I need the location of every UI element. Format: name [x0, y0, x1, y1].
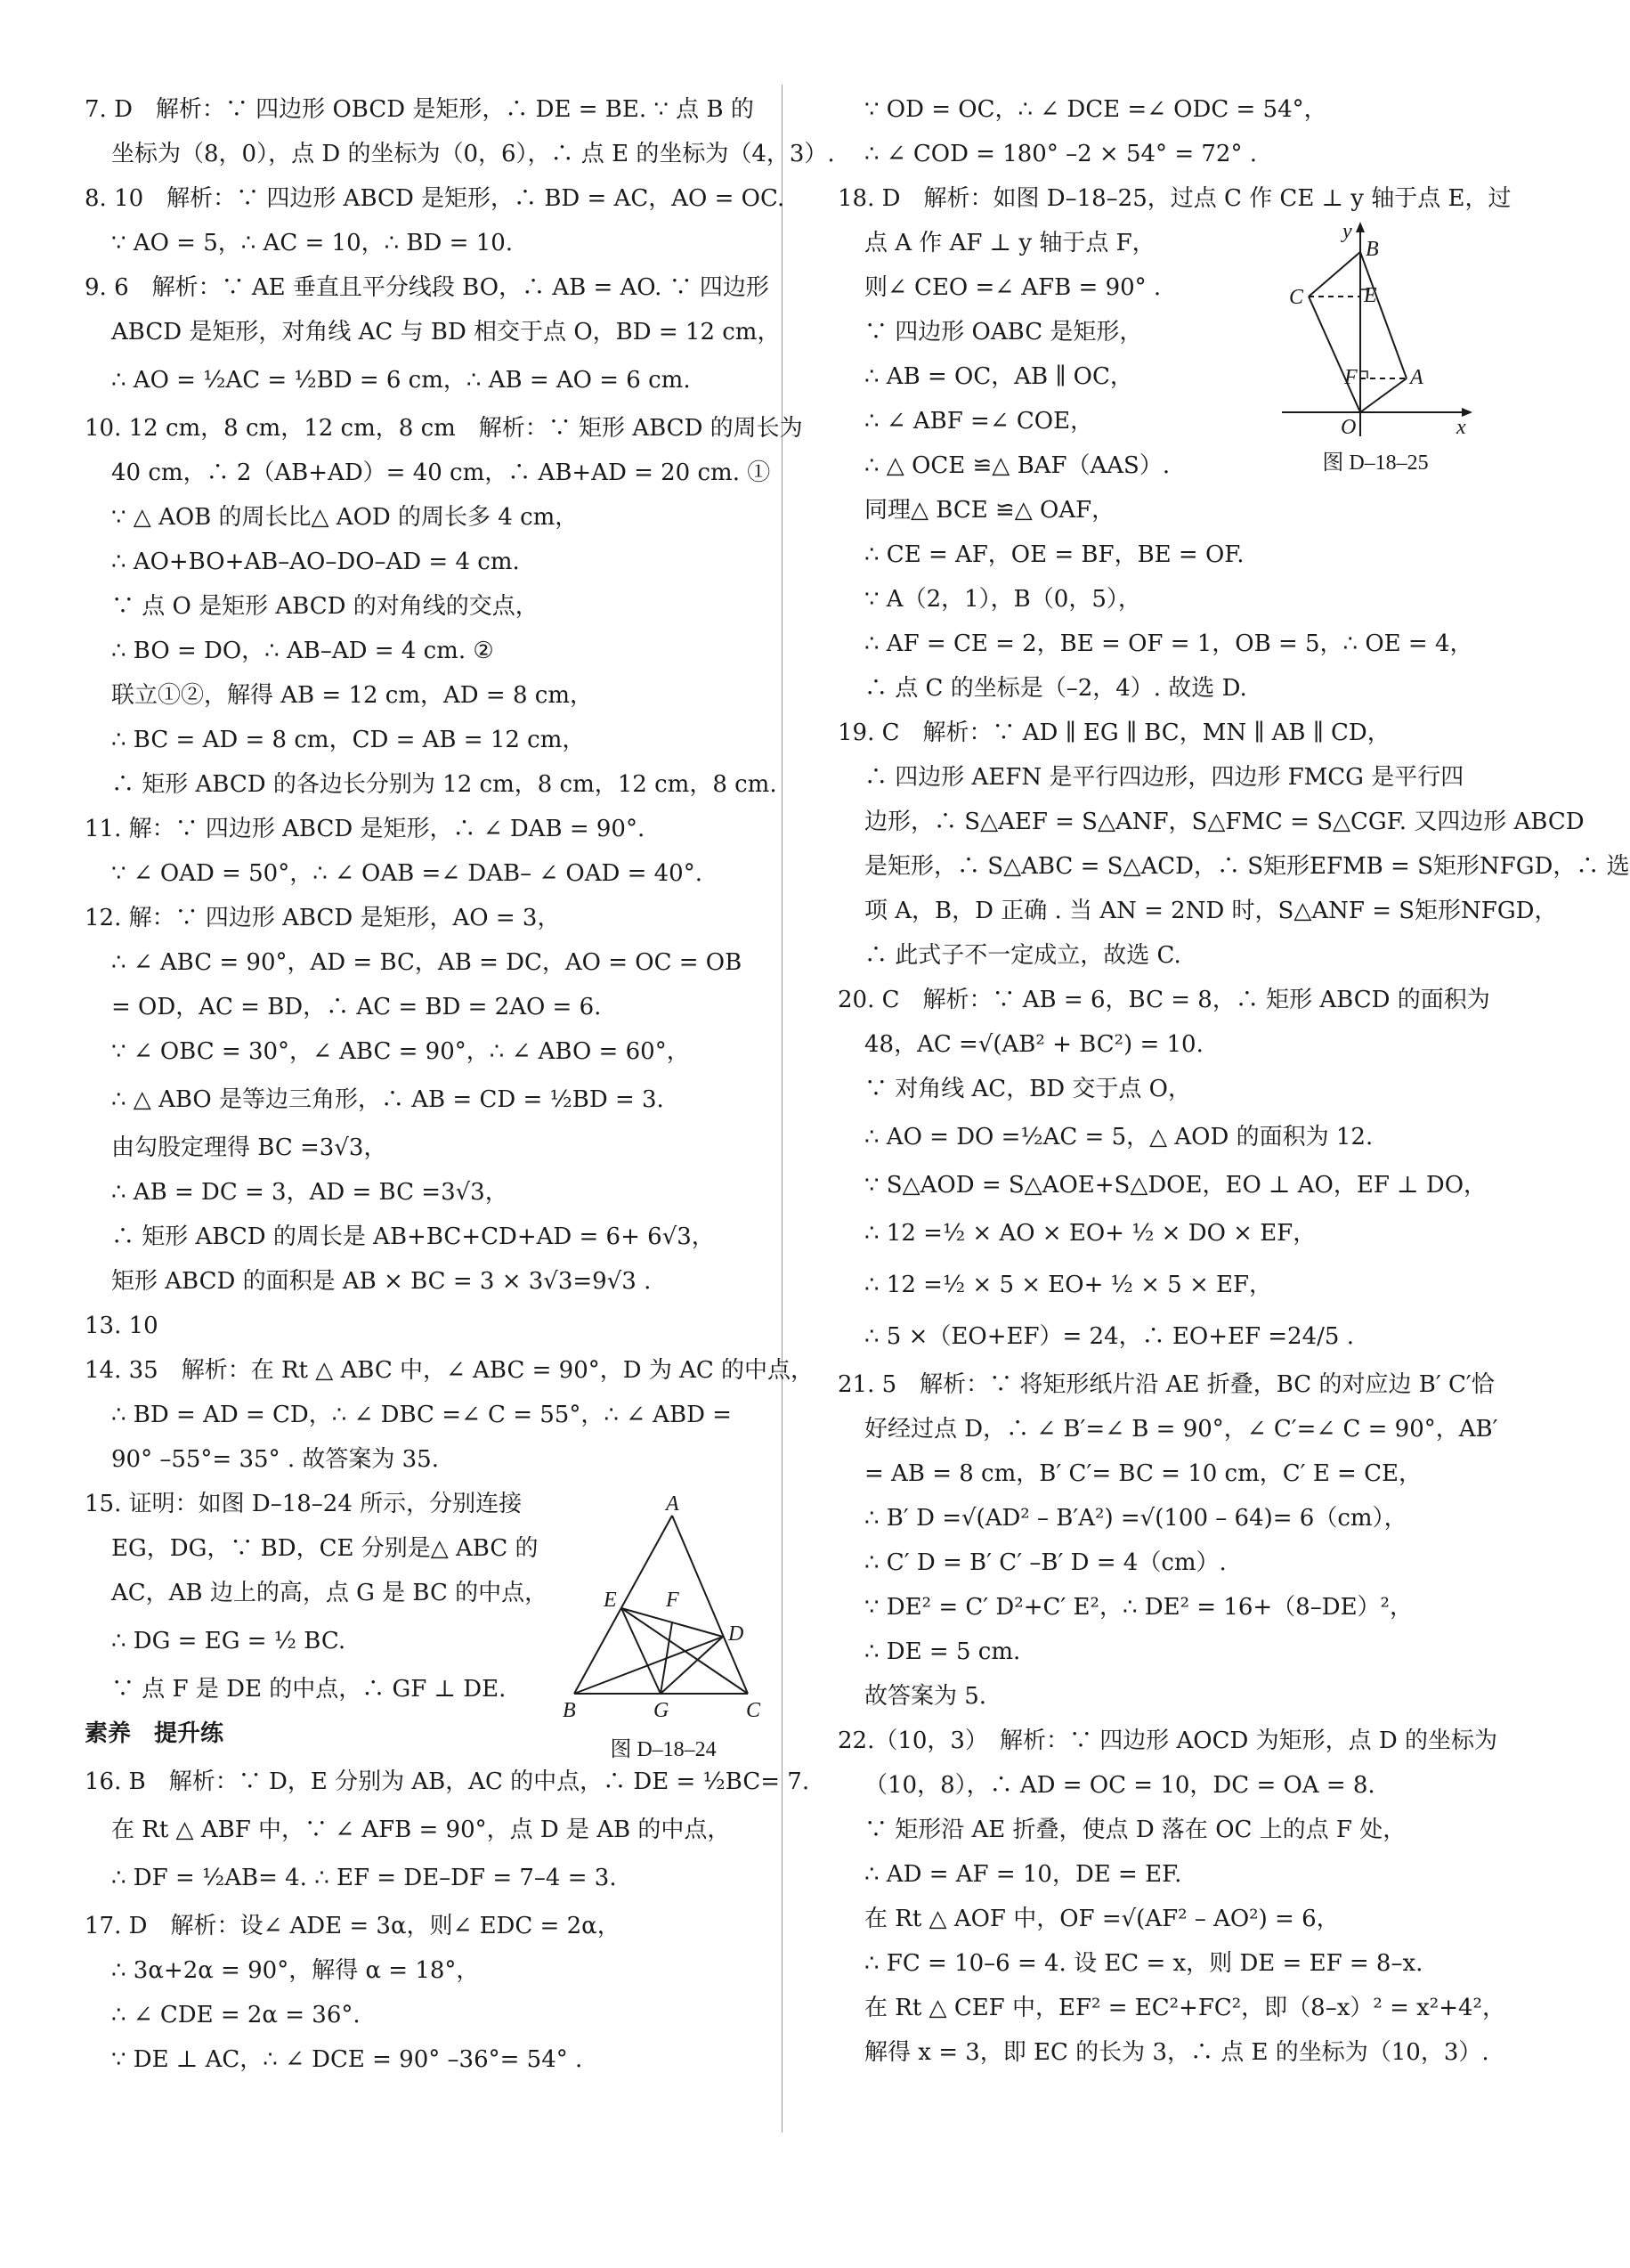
- text-line: 则∠ CEO =∠ AFB = 90° .: [864, 274, 1162, 301]
- text-line: ABCD 是矩形，对角线 AC 与 BD 相交于点 O，BD = 12 cm，: [111, 319, 781, 345]
- text-line: 在 Rt △ AOF 中，OF =√(AF² – AO²) = 6，: [864, 1906, 1340, 1932]
- text-line: 48，AC =√(AB² + BC²) = 10.: [864, 1031, 1204, 1058]
- text-line: 21. 5 解析：∵ 将矩形纸片沿 AE 折叠，BC 的对应边 B′ C′恰: [838, 1371, 1495, 1398]
- text-line: 9. 6 解析：∵ AE 垂直且平分线段 BO，∴ AB = AO. ∵ 四边形: [85, 274, 769, 301]
- text-line: ∴ AB = DC = 3，AD = BC =3√3，: [111, 1179, 508, 1206]
- left-column: [85, 87, 835, 2082]
- text-line: 19. C 解析：∵ AD ∥ EG ∥ BC，MN ∥ AB ∥ CD，: [838, 719, 1391, 746]
- text-line: 是矩形，∴ S△ABC = S△ACD，∴ S矩形EFMB = S矩形NFGD，∴ 选: [864, 853, 1630, 880]
- text-line: ∵ ∠ OAD = 50°，∴ ∠ OAB =∠ DAB– ∠ OAD = 40°.: [111, 860, 702, 887]
- text-line: 点 A 作 AF ⊥ y 轴于点 F，: [864, 230, 1156, 256]
- text-line: ∴ 四边形 AEFN 是平行四边形，四边形 FMCG 是平行四: [864, 764, 1464, 791]
- text-line: 在 Rt △ ABF 中，∵ ∠ AFB = 90°，点 D 是 AB 的中点，: [111, 1817, 731, 1843]
- text-line: 10. 12 cm，8 cm，12 cm，8 cm 解析：∵ 矩形 ABCD 的周长为: [85, 415, 803, 442]
- label-y: y: [1342, 220, 1352, 243]
- text-line: 在 Rt △ CEF 中，EF² = EC²+FC²，即（8–x）² = x²+4²，: [864, 1995, 1505, 2021]
- text-line: ∴ ∠ ABC = 90°，AD = BC，AB = DC，AO = OC = OB: [111, 949, 742, 976]
- text-line: ∵ S△AOD = S△AOE+S△DOE，EO ⊥ AO，EF ⊥ DO，: [864, 1172, 1488, 1199]
- text-line: ∴ BC = AD = 8 cm，CD = AB = 12 cm，: [111, 727, 586, 753]
- figure-d-18-24: [561, 1492, 766, 1763]
- text-line: ∴ △ ABO 是等边三角形，∴ AB = CD = ½BD = 3.: [111, 1086, 664, 1113]
- text-line: ∴ AF = CE = 2，BE = OF = 1，OB = 5，∴ OE = 4，: [864, 630, 1473, 657]
- text-line: ∴ 点 C 的坐标是（–2，4）. 故选 D.: [864, 675, 1247, 702]
- text-line: ∵ △ AOB 的周长比△ AOD 的周长多 4 cm，: [111, 504, 579, 531]
- text-line: ∵ AO = 5，∴ AC = 10，∴ BD = 10.: [111, 230, 514, 256]
- label-d: D: [728, 1622, 744, 1646]
- text-line: ∴ AD = AF = 10，DE = EF.: [864, 1861, 1182, 1888]
- label-b: B: [1366, 238, 1379, 261]
- label-o: O: [1341, 416, 1357, 439]
- label-c: C: [746, 1699, 761, 1722]
- label-f: F: [1344, 366, 1358, 389]
- label-e: E: [604, 1589, 617, 1612]
- figure-caption: 图 D–18–24: [610, 1738, 717, 1761]
- text-line: ∴ 矩形 ABCD 的周长是 AB+BC+CD+AD = 6+ 6√3，: [111, 1223, 715, 1250]
- text-line: ∵ DE² = C′ D²+C′ E²，∴ DE² = 16+（8–DE）²，: [864, 1594, 1413, 1621]
- label-c: C: [1289, 286, 1304, 309]
- text-line: ∴ ∠ CDE = 2α = 36°.: [111, 2002, 361, 2028]
- text-line: ∴ FC = 10–6 = 4. 设 EC = x，则 DE = EF = 8–x.: [864, 1950, 1423, 1977]
- label-a: A: [666, 1492, 679, 1516]
- text-line: ∴ DF = ½AB= 4. ∴ EF = DE–DF = 7–4 = 3.: [111, 1865, 617, 1891]
- text-line: ∴ 12 =½ × AO × EO+ ½ × DO × EF，: [864, 1220, 1317, 1247]
- text-line: ∴ 5 ×（EO+EF）= 24，∴ EO+EF =24/5 .: [864, 1323, 1354, 1350]
- text-line: 16. B 解析：∵ D，E 分别为 AB，AC 的中点，∴ DE = ½BC= 7.: [85, 1768, 810, 1795]
- text-line: 18. D 解析：如图 D–18–25，过点 C 作 CE ⊥ y 轴于点 E，过: [838, 185, 1512, 212]
- text-line: ∴ ∠ COD = 180° –2 × 54° = 72° .: [864, 141, 1257, 167]
- text-line: 15. 证明：如图 D–18–24 所示，分别连接: [85, 1491, 523, 1517]
- text-line: = OD，AC = BD，∴ AC = BD = 2AO = 6.: [111, 994, 602, 1020]
- text-line: ∴ AO+BO+AB–AO–DO–AD = 4 cm.: [111, 549, 520, 575]
- text-line: ∴ C′ D = B′ C′ –B′ D = 4（cm）.: [864, 1549, 1227, 1576]
- text-line: 同理△ BCE ≌△ OAF，: [864, 497, 1115, 524]
- text-line: ∴ AB = OC，AB ∥ OC，: [864, 363, 1133, 390]
- text-line: 好经过点 D，∴ ∠ B′=∠ B = 90°，∠ C′=∠ C = 90°，AB′: [864, 1416, 1498, 1443]
- text-line: ∴ BD = AD = CD，∴ ∠ DBC =∠ C = 55°，∴ ∠ ABD =: [111, 1402, 732, 1428]
- text-line: ∵ 点 O 是矩形 ABCD 的对角线的交点，: [111, 593, 539, 620]
- text-line: 90° –55°= 35° . 故答案为 35.: [111, 1446, 439, 1473]
- label-x: x: [1456, 416, 1466, 439]
- text-line: 20. C 解析：∵ AB = 6，BC = 8，∴ 矩形 ABCD 的面积为: [838, 987, 1490, 1013]
- text-line: ∴ B′ D =√(AD² – B′A²) =√(100 – 64)= 6（cm），: [864, 1505, 1407, 1532]
- text-line: 项 A，B，D 正确 . 当 AN = 2ND 时，S△ANF = S矩形NFGD，: [864, 898, 1558, 924]
- text-line: ∵ A（2，1），B（0，5），: [864, 586, 1141, 613]
- text-line: 13. 10: [85, 1313, 158, 1339]
- text-line: ∴ AO = ½AC = ½BD = 6 cm，∴ AB = AO = 6 cm.: [111, 367, 691, 394]
- text-line: AC，AB 边上的高，点 G 是 BC 的中点，: [111, 1580, 548, 1606]
- column-divider: [782, 85, 783, 2133]
- text-line: ∵ ∠ OBC = 30°，∠ ABC = 90°，∴ ∠ ABO = 60°，: [111, 1038, 690, 1065]
- text-line: ∵ 对角线 AC，BD 交于点 O，: [864, 1076, 1191, 1102]
- text-line: 边形，∴ S△AEF = S△ANF，S△FMC = S△CGF. 又四边形 ABCD: [864, 809, 1585, 835]
- section-title: 素养 提升练: [85, 1720, 224, 1747]
- text-line: ∴ 矩形 ABCD 的各边长分别为 12 cm，8 cm，12 cm，8 cm.: [111, 771, 777, 798]
- text-line: 由勾股定理得 BC =3√3，: [111, 1134, 387, 1161]
- text-line: ∴ DE = 5 cm.: [864, 1638, 1021, 1665]
- text-line: 故答案为 5.: [864, 1683, 987, 1710]
- text-line: ∴ AO = DO =½AC = 5，△ AOD 的面积为 12.: [864, 1124, 1374, 1150]
- text-line: 坐标为（8，0），点 D 的坐标为（0，6），∴ 点 E 的坐标为（4，3）.: [111, 141, 835, 167]
- text-line: ∴ BO = DO，∴ AB–AD = 4 cm. ②: [111, 638, 494, 664]
- text-line: （10，8），∴ AD = OC = 10，DC = OA = 8.: [864, 1772, 1375, 1799]
- text-line: ∵ 四边形 OABC 是矩形，: [864, 319, 1143, 345]
- text-line: 7. D 解析：∵ 四边形 OBCD 是矩形，∴ DE = BE. ∵ 点 B 的: [85, 96, 754, 123]
- text-line: ∴ 12 =½ × 5 × EO+ ½ × 5 × EF，: [864, 1272, 1273, 1298]
- text-line: 14. 35 解析：在 Rt △ ABC 中，∠ ABC = 90°，D 为 AC 的中点，: [85, 1357, 815, 1384]
- text-line: ∴ 3α+2α = 90°，解得 α = 18°，: [111, 1957, 480, 1984]
- label-a: A: [1410, 366, 1423, 389]
- text-line: EG，DG，∵ BD，CE 分别是△ ABC 的: [111, 1535, 539, 1562]
- figure-d-18-25: [1273, 218, 1478, 490]
- text-line: 17. D 解析：设∠ ADE = 3α，则∠ EDC = 2α，: [85, 1913, 620, 1939]
- text-line: 8. 10 解析：∵ 四边形 ABCD 是矩形，∴ BD = AC，AO = OC.: [85, 185, 785, 212]
- text-line: ∴ △ OCE ≌△ BAF（AAS）.: [864, 452, 1171, 479]
- text-line: ∴ CE = AF，OE = BF，BE = OF.: [864, 541, 1245, 568]
- text-line: ∵ 点 F 是 DE 的中点，∴ GF ⊥ DE.: [111, 1676, 507, 1703]
- text-line: 11. 解：∵ 四边形 ABCD 是矩形，∴ ∠ DAB = 90°.: [85, 816, 645, 842]
- text-line: = AB = 8 cm，B′ C′= BC = 10 cm，C′ E = CE，: [864, 1460, 1422, 1487]
- text-line: 矩形 ABCD 的面积是 AB × BC = 3 × 3√3=9√3 .: [111, 1268, 652, 1295]
- figure-caption: 图 D–18–25: [1322, 451, 1429, 475]
- text-line: 联立①②，解得 AB = 12 cm，AD = 8 cm，: [111, 682, 593, 709]
- text-line: 22.（10，3） 解析：∵ 四边形 AOCD 为矩形，点 D 的坐标为: [838, 1727, 1497, 1754]
- label-f: F: [666, 1589, 679, 1612]
- label-b: B: [563, 1699, 576, 1722]
- text-line: 40 cm，∴ 2（AB+AD）= 40 cm，∴ AB+AD = 20 cm. ①: [111, 459, 771, 486]
- coordinate-diagram: [1273, 218, 1478, 441]
- text-line: ∵ DE ⊥ AC，∴ ∠ DCE = 90° –36°= 54° .: [111, 2046, 583, 2073]
- text-line: 12. 解：∵ 四边形 ABCD 是矩形，AO = 3，: [85, 905, 561, 931]
- text-line: ∵ OD = OC，∴ ∠ DCE =∠ ODC = 54°，: [864, 96, 1327, 123]
- label-e: E: [1364, 284, 1377, 307]
- text-line: ∴ DG = EG = ½ BC.: [111, 1628, 346, 1654]
- label-g: G: [653, 1699, 669, 1722]
- text-line: ∴ ∠ ABF =∠ COE，: [864, 408, 1094, 435]
- triangle-diagram: [561, 1492, 766, 1727]
- text-line: ∴ 此式子不一定成立，故选 C.: [864, 942, 1181, 969]
- text-line: 解得 x = 3，即 EC 的长为 3，∴ 点 E 的坐标为（10，3）.: [864, 2039, 1489, 2066]
- text-line: ∵ 矩形沿 AE 折叠，使点 D 落在 OC 上的点 F 处，: [864, 1817, 1407, 1843]
